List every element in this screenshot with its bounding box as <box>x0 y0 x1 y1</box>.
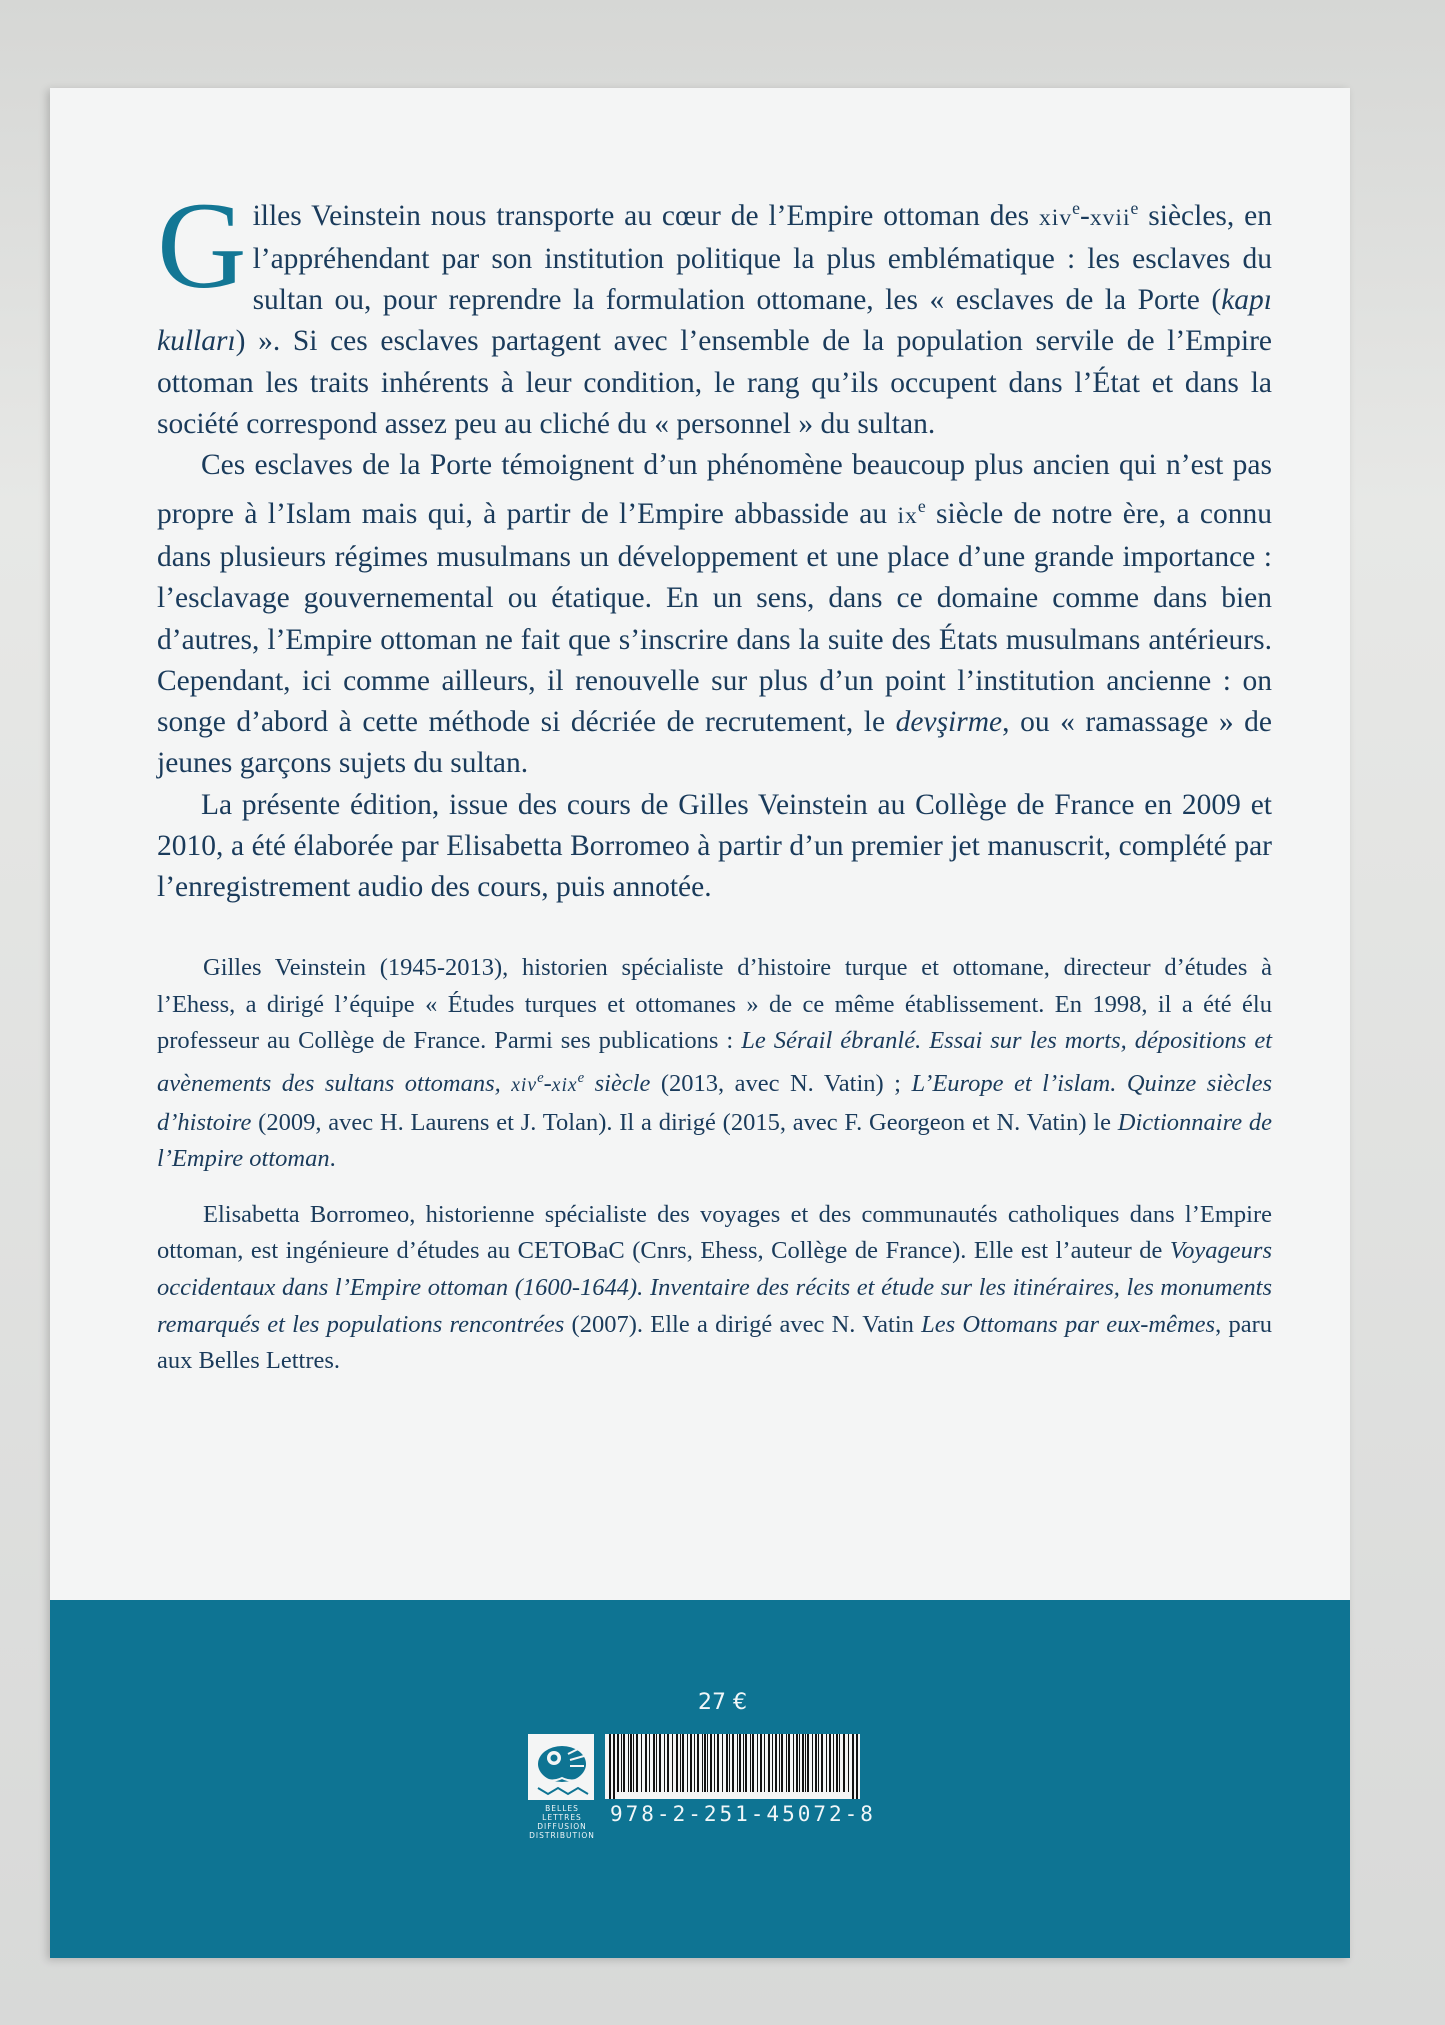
barcode-bars <box>605 1734 860 1799</box>
blurb-paragraph-1-text <box>157 177 1272 440</box>
text-run: (2013, avec N. Vatin) ; <box>650 1070 912 1098</box>
barcode-bar <box>682 1734 684 1792</box>
bio-veinstein <box>157 950 1272 1178</box>
text-block <box>157 177 1273 1399</box>
barcode-bar <box>636 1734 638 1792</box>
text-run: , ou « ramassage » de jeunes garçons sujets du sultan. <box>157 706 1272 780</box>
text-run: - <box>1079 199 1090 232</box>
barcode-bar <box>609 1734 611 1799</box>
barcode <box>605 1734 860 1799</box>
text-run: e <box>917 496 926 517</box>
drop-cap: G <box>157 177 247 314</box>
barcode-bar <box>617 1734 619 1792</box>
barcode-bar <box>779 1734 780 1792</box>
logo-line-3: DISTRIBUTION <box>529 1831 595 1840</box>
barcode-bar <box>812 1734 813 1792</box>
text-run: Les Ottomans par eux-mêmes <box>921 1310 1216 1338</box>
fish-logo-icon <box>528 1734 594 1800</box>
barcode-bar <box>630 1734 632 1792</box>
text-run: ) ». Si ces esclaves partagent avec l’ensemble de la population servile de l’Empire ottoman les traits inhérents à leur condition, le rang qu’ils occupent dans l’État et dans la société correspond assez peu au cliché du « personnel » du sultan. <box>157 325 1272 440</box>
text-run: devşirme <box>895 706 1003 739</box>
barcode-bar <box>743 1734 744 1792</box>
text-run: xvii <box>1089 204 1131 231</box>
barcode-bar <box>707 1734 708 1792</box>
back-cover <box>50 88 1350 1958</box>
text-run: , paru aux Belles Lettres. <box>157 1310 1272 1375</box>
barcode-bar <box>672 1734 673 1792</box>
text-run: Ces esclaves de la Porte témoignent d’un phénomène beaucoup plus ancien qui n’est pas propre à l’Islam mais qui, à partir de l’Empire abbasside au <box>157 449 1272 531</box>
barcode-bar <box>704 1734 706 1792</box>
barcode-bar <box>717 1734 719 1792</box>
barcode-bar <box>826 1734 827 1792</box>
barcode-bar <box>687 1734 688 1792</box>
barcode-bar <box>764 1734 765 1792</box>
barcode-bar <box>676 1734 678 1792</box>
barcode-bar <box>726 1734 728 1792</box>
text-run: siècle de notre ère, a connu dans plusieurs régimes musulmans un développement et une place d’une grande importance : l’esclavage gouvernemental ou étatique. En un sens, dans ce domaine comme dans bien d’autres, l’Empire ottoman ne fait que s’inscrire dans la suite des États musulmans antérieurs. Cependant, ici comme ailleurs, il renouvelle sur plus d’un point l’institution ancienne : on songe d’abord à cette méthode si décriée de recrutement, le <box>157 498 1272 739</box>
barcode-bar <box>714 1734 715 1792</box>
barcode-bar <box>667 1734 669 1792</box>
barcode-bar <box>645 1734 647 1792</box>
barcode-bar <box>818 1734 819 1792</box>
barcode-bar <box>737 1734 738 1792</box>
barcode-bar <box>793 1734 794 1792</box>
text-run: e <box>537 1069 544 1086</box>
text-run: xiv <box>511 1075 538 1097</box>
barcode-bar <box>690 1734 692 1792</box>
text-run: e <box>1072 198 1080 218</box>
author-bios <box>157 950 1272 1380</box>
text-run: illes Veinstein nous transporte au cœur de l’Empire ottoman des <box>252 199 1039 232</box>
text-run: La présente édition, issue des cours de Gilles Veinstein au Collège de France en 2009 et 2010, a été élaborée par Elisabetta Borromeo à partir d’un premier jet manuscrit, complété par l’enregistrement audio des cours, puis annotée. <box>157 788 1272 903</box>
barcode-bar <box>710 1734 712 1792</box>
barcode-bar <box>815 1734 817 1792</box>
barcode-bar <box>757 1734 758 1792</box>
barcode-bar <box>775 1734 777 1792</box>
barcode-bar <box>852 1734 854 1799</box>
barcode-bar <box>843 1734 845 1792</box>
barcode-bar <box>694 1734 695 1792</box>
barcode-bar <box>729 1734 730 1792</box>
text-run: (2009, avec H. Laurens et J. Tolan). Il a dirigé (2015, avec F. Georgeon et N. Vatin) le <box>251 1108 1118 1136</box>
text-run: e <box>1130 198 1139 218</box>
text-run: - <box>543 1070 552 1098</box>
barcode-bar <box>745 1734 747 1792</box>
barcode-bar <box>649 1734 650 1792</box>
barcode-bar <box>760 1734 762 1792</box>
barcode-bar <box>768 1734 770 1792</box>
barcode-bar <box>739 1734 741 1792</box>
barcode-bar <box>641 1734 642 1792</box>
text-run: (2007). Elle a dirigé avec N. Vatin <box>564 1310 922 1338</box>
barcode-bar <box>752 1734 754 1792</box>
barcode-bar <box>805 1734 806 1792</box>
barcode-bar <box>856 1734 858 1799</box>
barcode-bar <box>680 1734 681 1792</box>
barcode-bar <box>653 1734 655 1792</box>
text-run: ix <box>897 503 918 530</box>
barcode-bar <box>848 1734 849 1792</box>
barcode-bar <box>664 1734 665 1792</box>
barcode-bar <box>732 1734 734 1792</box>
text-run: . <box>329 1145 336 1173</box>
barcode-bar <box>788 1734 790 1792</box>
text-run: xix <box>551 1075 578 1097</box>
text-run: Le Sérail ébranlé. Essai sur les morts, dépositions et avènements des sultans ottomans, <box>157 1027 1273 1098</box>
blurb-paragraph-1 <box>157 177 1272 445</box>
barcode-bar <box>656 1734 657 1792</box>
text-run: Voyageurs occidentaux dans l’Empire ottoman (1600-1644). Inventaire des récits et étude sur les itinéraires, les monuments remarqués et les populations rencontrées <box>157 1237 1272 1338</box>
barcode-bar <box>802 1734 804 1792</box>
text-run: Gilles Veinstein (1945-2013), historien spécialiste d’histoire turque et ottomane, directeur d’études à l’Ehess, a dirigé l’équipe « Études turques et ottomanes » de ce même établissement. En 1998, il a été élu professeur au Collège de France. Parmi ses publications : <box>157 954 1272 1055</box>
barcode-bar <box>781 1734 783 1792</box>
text-run: e <box>577 1069 585 1086</box>
text-run: xiv <box>1038 204 1073 231</box>
publisher-logo-text <box>526 1804 598 1840</box>
barcode-bar <box>799 1734 800 1792</box>
barcode-bar <box>796 1734 798 1792</box>
barcode-bar <box>839 1734 840 1792</box>
barcode-bar <box>613 1734 615 1799</box>
barcode-bar <box>786 1734 787 1792</box>
logo-line-2: DIFFUSION <box>537 1822 587 1831</box>
text-run: Dictionnaire de l’Empire ottoman <box>157 1108 1273 1173</box>
text-run: L’Europe et l’islam. Quinze siècles d’histoire <box>157 1070 1273 1136</box>
barcode-bar <box>623 1734 625 1792</box>
bio-borromeo <box>157 1197 1272 1380</box>
text-run: Elisabetta Borromeo, historienne spécialiste des voyages et des communautés catholiques dans l’Empire ottoman, est ingénieure d’études au CETOBaC (Cnrs, Ehess, Collège de France). Elle est l’auteur de <box>157 1200 1272 1265</box>
barcode-bar <box>659 1734 661 1792</box>
isbn-label: 978-2-251-45072-8 <box>610 1802 876 1826</box>
barcode-bar <box>621 1734 622 1792</box>
text-run: siècles, en l’appréhendant par son institution politique la plus emblématique : les esclaves du sultan ou, pour reprendre la formulation ottomane, les « esclaves de la Porte ( <box>252 199 1272 317</box>
blurb <box>157 177 1272 908</box>
barcode-bar <box>750 1734 751 1792</box>
barcode-bar <box>829 1734 831 1792</box>
blurb-paragraph-3 <box>157 785 1272 909</box>
price-label: 27 € <box>698 1690 747 1715</box>
barcode-bar <box>833 1734 834 1792</box>
logo-line-1: BELLES LETTRES <box>542 1804 582 1822</box>
barcode-bar <box>836 1734 838 1792</box>
barcode-bar <box>702 1734 703 1792</box>
barcode-bar <box>821 1734 823 1792</box>
barcode-bar <box>772 1734 773 1792</box>
barcode-bar <box>628 1734 629 1792</box>
text-run: siècle <box>584 1070 651 1098</box>
barcode-bar <box>722 1734 723 1792</box>
text-run: kapı kulları <box>157 284 1272 358</box>
barcode-bar <box>633 1734 634 1792</box>
blurb-paragraph-2 <box>157 445 1272 784</box>
barcode-bar <box>807 1734 809 1792</box>
barcode-bar <box>697 1734 699 1792</box>
